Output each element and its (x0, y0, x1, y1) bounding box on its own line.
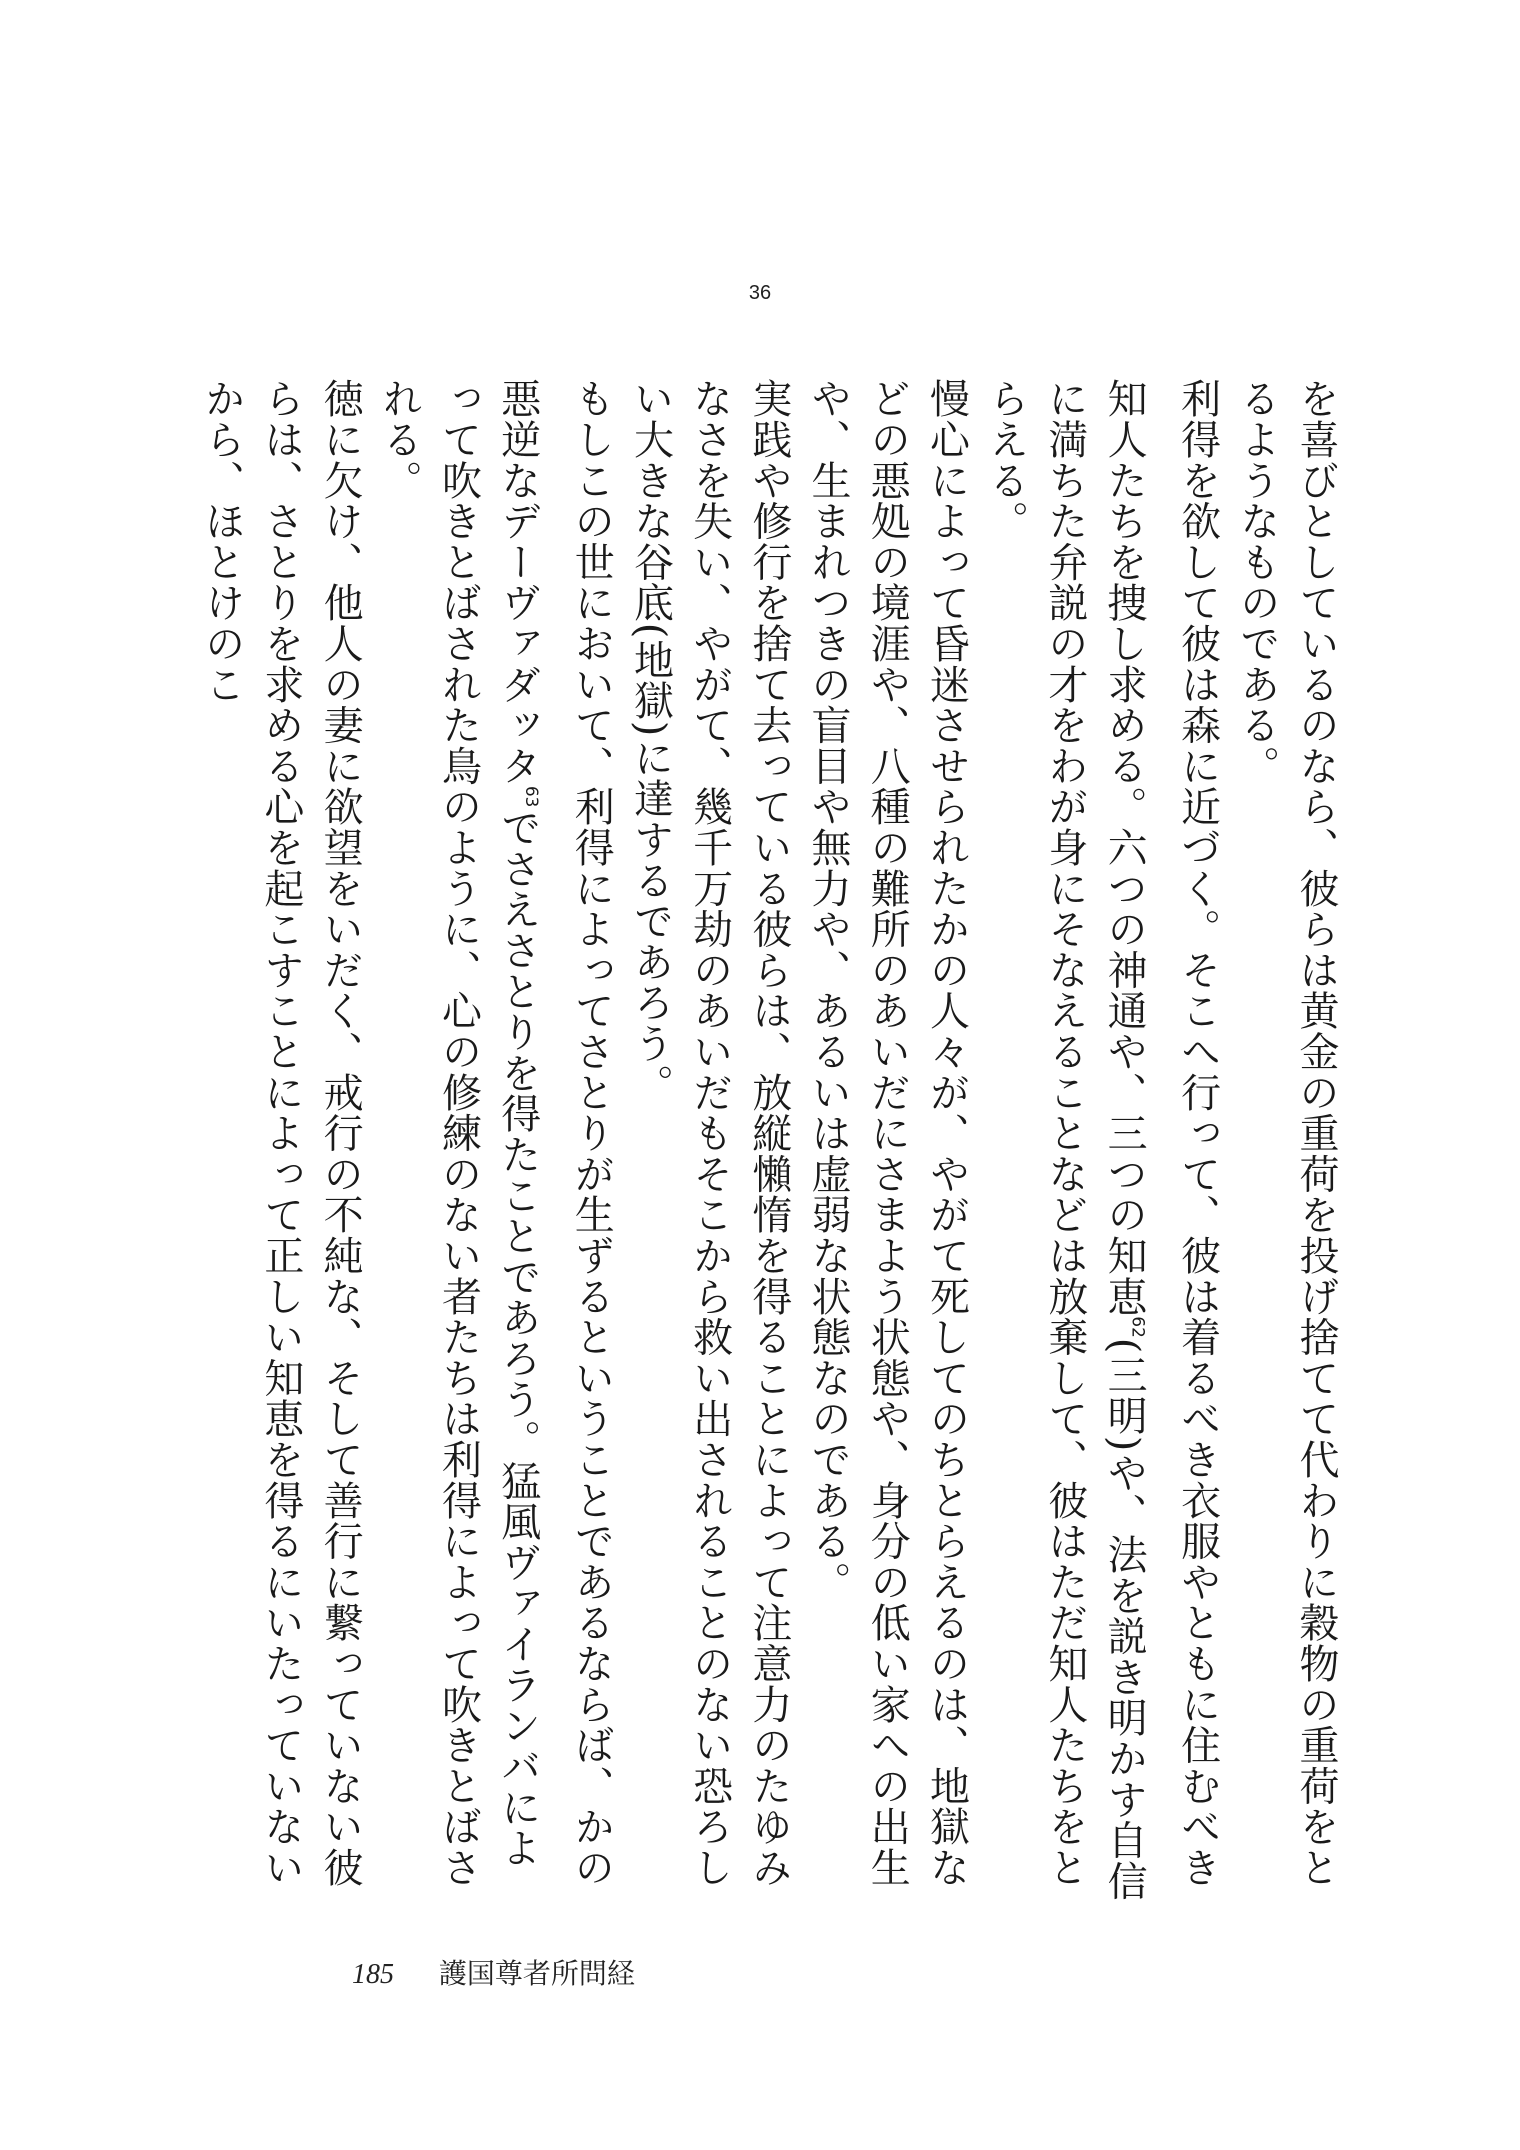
footer (352, 1952, 635, 1992)
paragraph (798, 378, 976, 1908)
footer-title: 護国尊者所問経 (438, 1957, 635, 1990)
note-marker-63: 63 (522, 786, 543, 808)
text-line: 慢心によって昏迷させられたかの人々が、やがて死してのちとらえるのは、地獄などの悪処の境涯や、八種の難所のあいだにさまよう状態や、身分の低い家への出生や、生まれつきの盲目や無力や、あるいは虚弱な状態なのである。 (805, 378, 970, 1888)
text-line: 実践や修行を捨て去っている彼らは、放縦懶惰を得ることによって注意力のたゆみなさを失い、やがて、幾千万劫のあいだもそこから救い出されることのない恐ろしい大きな谷底(地獄)に達するであろう。 (627, 378, 792, 1888)
paragraph (620, 378, 798, 1908)
paragraph (369, 378, 620, 1908)
paragraph (191, 378, 369, 1908)
page-number: 36 (748, 282, 772, 304)
text-line: (三明)や、法を説き明かす自信に満ちた弁説の才をわが身にそなえることなどは放棄して、彼はただ知人たちをとらえる。 (982, 378, 1148, 1901)
text-line: を喜びとしているのなら、彼らは黄金の重荷を投げ捨てて代わりに穀物の重荷をとるようなものである。 (1233, 378, 1339, 1888)
text-line: もしこの世において、利得によってさとりが生ずるということであるならば、かの悪逆なデーヴァダッタ (494, 378, 615, 1888)
body-text (198, 378, 1345, 1908)
text-line: でさえさとりを得たことであろう。猛風ヴァイランバによって吹きとばされた鳥のように、心の修練のない者たちは利得によって吹きとばされる。 (376, 378, 541, 1888)
paragraph (1227, 378, 1345, 1908)
footer-page-number: 185 (352, 1959, 394, 1990)
text-line: 徳に欠け、他人の妻に欲望をいだく、戒行の不純な、そして善行に繋っていない彼らは、さとりを求める心を起こすことによって正しい知恵を得るにいたっていないから、ほとけのこ (198, 378, 364, 1888)
paragraph (975, 378, 1226, 1908)
note-marker-62: 62 (1128, 1316, 1149, 1338)
text-line: 利得を欲して彼は森に近づく。そこへ行って、彼は着るべき衣服やともに住むべき知人たちを捜し求める。六つの神通や、三つの知恵 (1101, 378, 1221, 1888)
